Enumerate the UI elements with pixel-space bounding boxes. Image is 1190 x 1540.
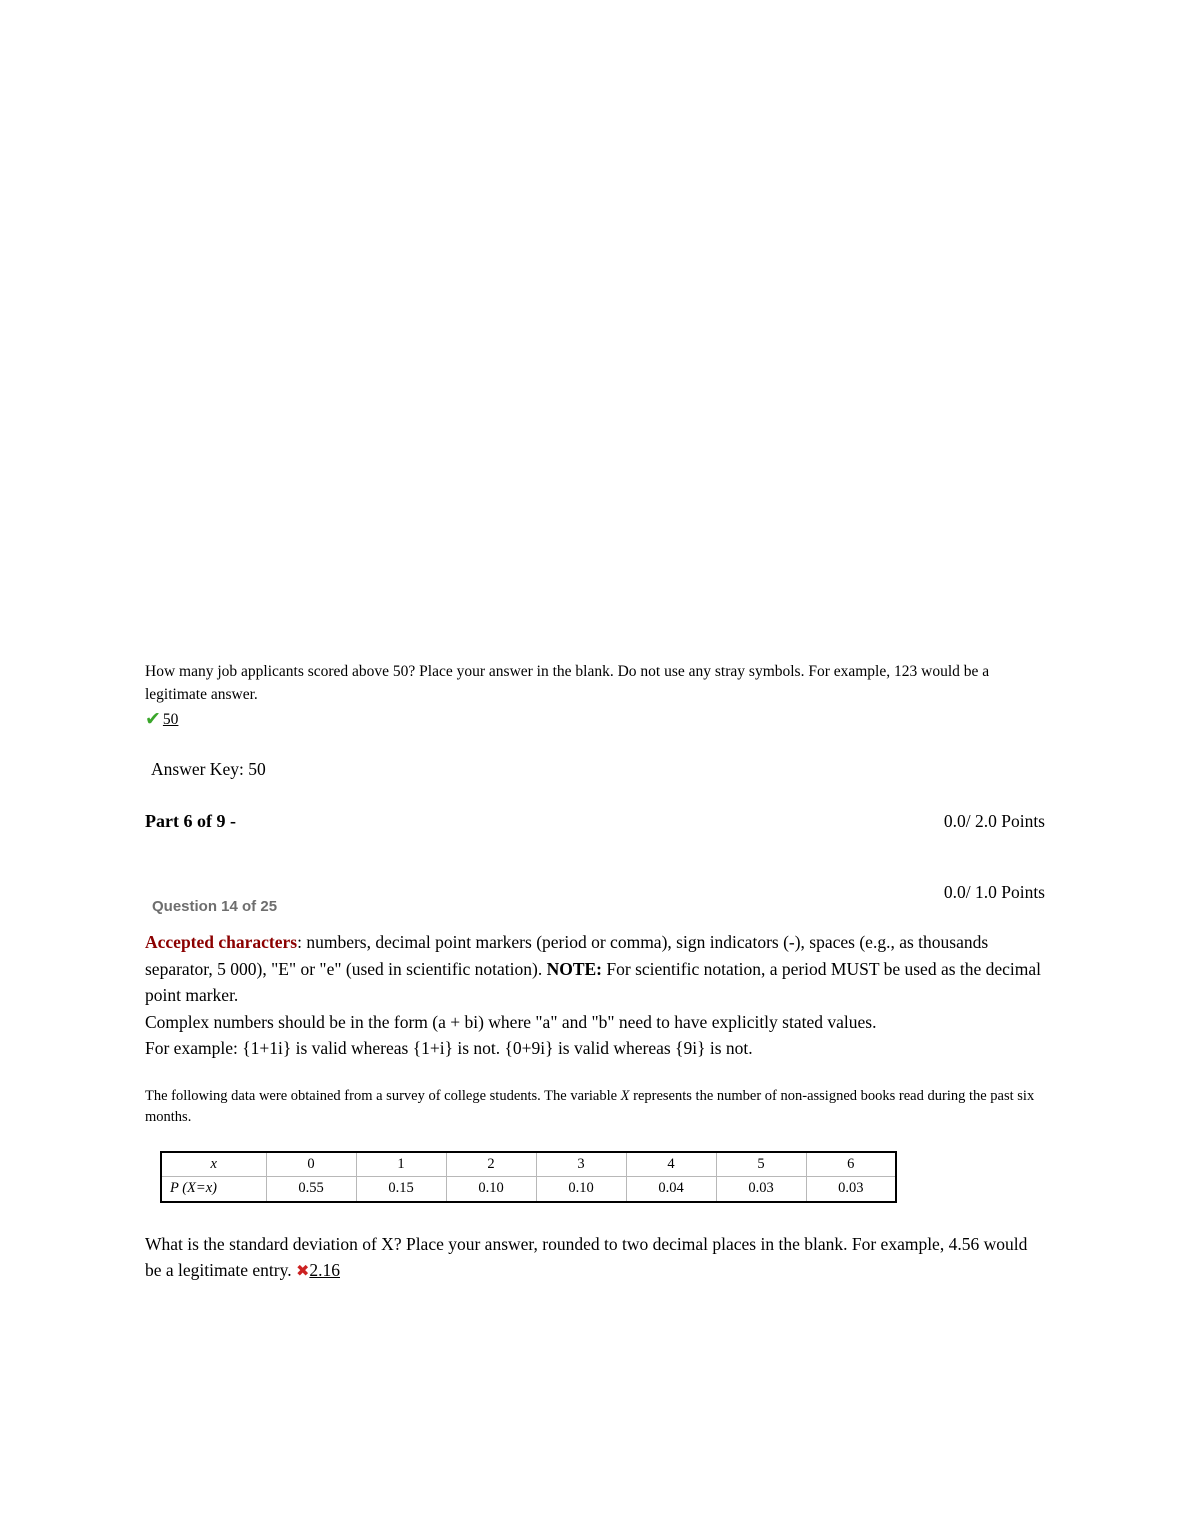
table-cell: 6 bbox=[806, 1152, 896, 1177]
note-text: For scientific notation, a period MUST be used as the decimal point marker. bbox=[145, 958, 1042, 1005]
table-cell: 0.03 bbox=[806, 1177, 896, 1202]
accepted-characters-paragraph bbox=[145, 929, 1045, 1062]
table-cell: 0.04 bbox=[626, 1177, 716, 1202]
part-header-row bbox=[145, 811, 1045, 832]
complex-numbers-text: Complex numbers should be in the form (a + bi) where "a" and "b" need to have explicitly stated values. bbox=[145, 1011, 877, 1032]
table-cell: 0.03 bbox=[716, 1177, 806, 1202]
variable-x: X bbox=[620, 1087, 630, 1104]
question-14-points: 0.0/ 1.0 Points bbox=[943, 882, 1045, 902]
question-14-text: What is the standard deviation of X? Place your answer, rounded to two decimal places in the blank. For example, 4.56 would be a legitimate entry. bbox=[145, 1233, 1028, 1280]
table-cell: 0 bbox=[266, 1152, 356, 1177]
question-13-prompt: How many job applicants scored above 50? Place your answer in the blank. Do not use any stray symbols. For example, 123 would be a legitimate answer. bbox=[145, 663, 990, 703]
table-cell: 0.55 bbox=[266, 1177, 356, 1202]
table-cell: 2 bbox=[446, 1152, 536, 1177]
table-cell: 0.10 bbox=[446, 1177, 536, 1202]
question-14-prompt bbox=[145, 1231, 1045, 1286]
page-content bbox=[0, 660, 1190, 1286]
question-14-answer-link[interactable]: 2.16 bbox=[309, 1260, 340, 1280]
part-points: 0.0/ 2.0 Points bbox=[943, 811, 1045, 831]
table-cell: 0.15 bbox=[356, 1177, 446, 1202]
survey-text-end: represents the number of non-assigned books read during the past six months. bbox=[145, 1087, 1035, 1125]
note-label: NOTE: bbox=[546, 958, 603, 979]
accepted-characters-text: : numbers, decimal point markers (period or comma), sign indicators (-), spaces (e.g., as thousands separator, 5 000), "E" or "e" (used in scientific notation). bbox=[145, 932, 989, 979]
table-cell-x-label: x bbox=[161, 1152, 266, 1177]
question-13-answer-line bbox=[145, 710, 1045, 729]
complex-example-text: For example: {1+1i} is valid whereas {1+i} is not. {0+9i} is valid whereas {9i} is not. bbox=[145, 1038, 753, 1058]
probability-distribution-table bbox=[160, 1151, 897, 1203]
table-cell-p-label: P (X=x) bbox=[161, 1177, 266, 1202]
question-14-label: Question 14 of 25 bbox=[152, 898, 278, 915]
answer-key-text: Answer Key: 50 bbox=[151, 759, 266, 779]
question-13-answer-link[interactable]: 50 bbox=[162, 710, 179, 728]
survey-text-start: The following data were obtained from a survey of college students. The variable bbox=[145, 1087, 621, 1104]
table-row bbox=[161, 1177, 896, 1202]
part-title: Part 6 of 9 - bbox=[145, 811, 236, 831]
correct-check-icon: ✔ bbox=[145, 709, 161, 730]
table-cell: 5 bbox=[716, 1152, 806, 1177]
table-cell: 0.10 bbox=[536, 1177, 626, 1202]
survey-description bbox=[145, 1086, 1045, 1129]
incorrect-cross-icon: ✖ bbox=[295, 1263, 310, 1280]
table-cell: 1 bbox=[356, 1152, 446, 1177]
top-whitespace bbox=[0, 0, 1190, 660]
accepted-characters-label: Accepted characters bbox=[145, 932, 298, 952]
table-cell: 3 bbox=[536, 1152, 626, 1177]
question-14-header-row bbox=[145, 882, 1045, 915]
table-row bbox=[161, 1152, 896, 1177]
table-cell: 4 bbox=[626, 1152, 716, 1177]
